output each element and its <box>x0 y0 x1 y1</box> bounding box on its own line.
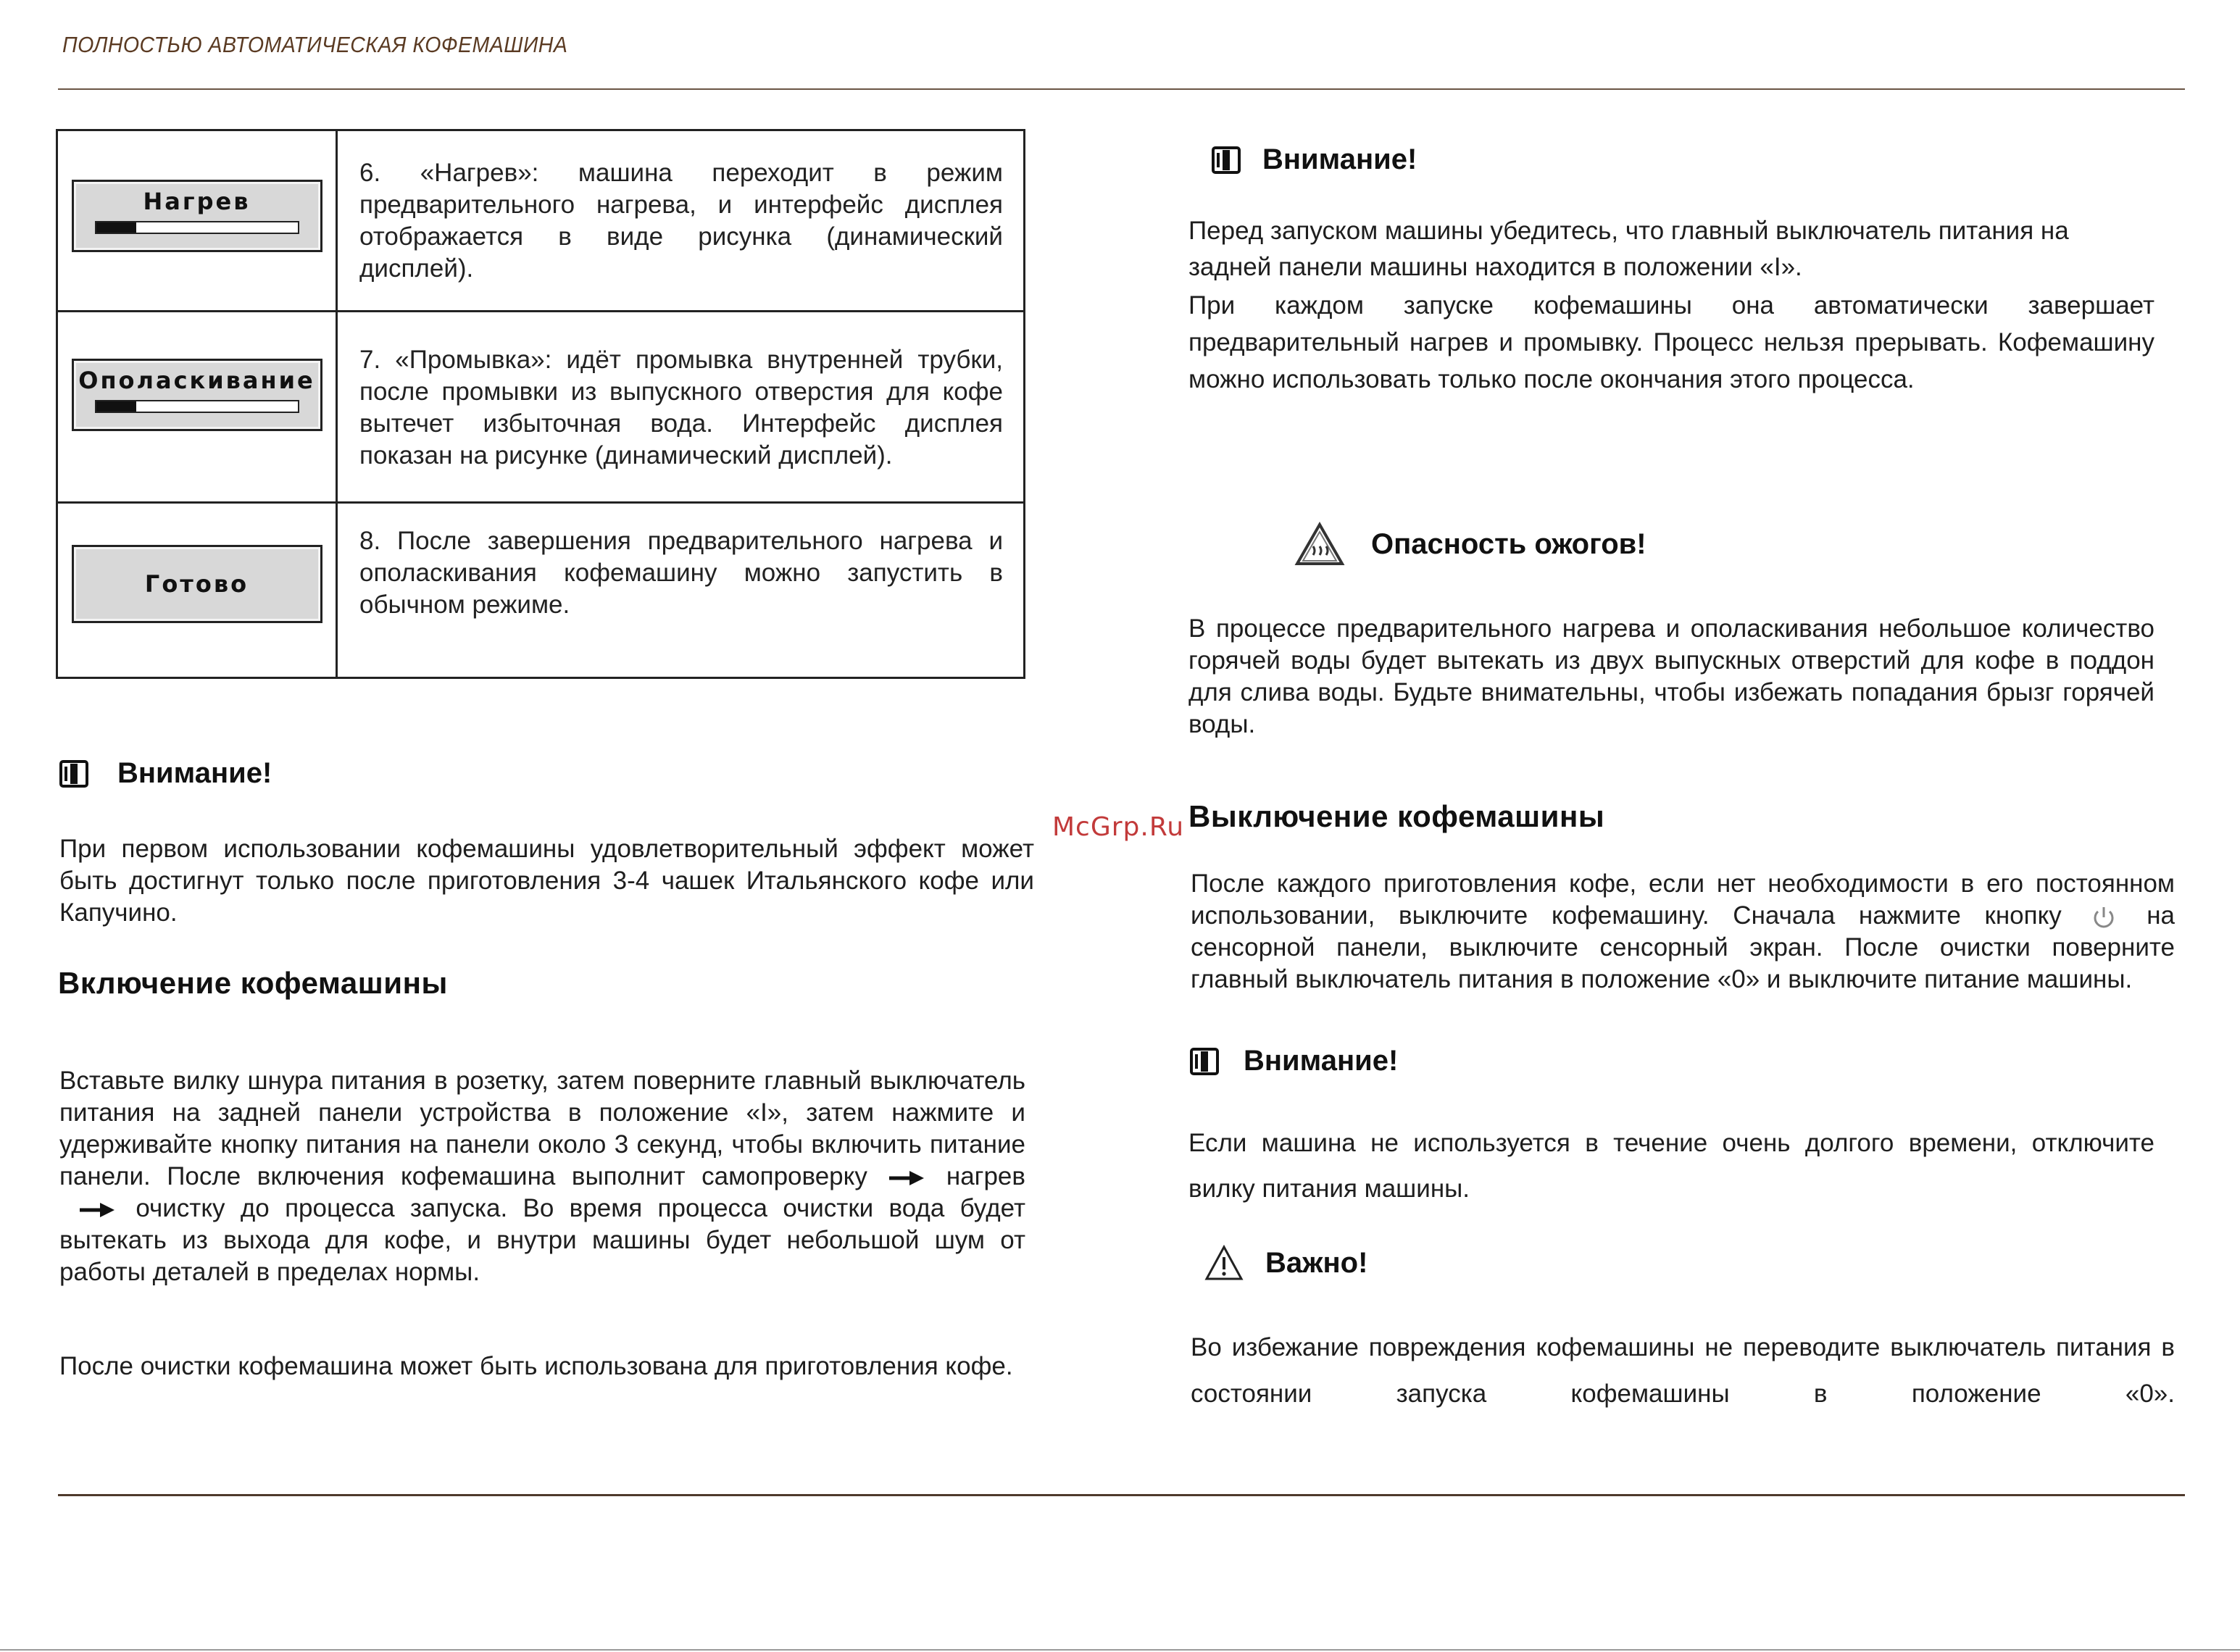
lcd-display-ready <box>72 545 322 623</box>
lcd-label: Готово <box>144 570 249 598</box>
long-idle-note: Если машина не используется в течение очень долгого времени, отключите вилку питания машины. <box>1188 1129 2154 1203</box>
power-off-text <box>1191 868 2175 996</box>
power-off-heading: Выключение кофемашины <box>1188 799 1605 833</box>
footer-divider <box>58 1494 2185 1496</box>
attention-heading <box>59 757 272 790</box>
burn-hazard-text: В процессе предварительного нагрева и ополаскивания небольшое количество горячей воды будет вытекать из двух выпускных отверстий для кофе в поддон для слива воды. Будьте внимательны, чтобы избежать попадания брызг горячей воды. <box>1188 614 2154 738</box>
attention-heading <box>1190 1045 1398 1077</box>
description-cell <box>337 503 1025 678</box>
first-use-note: При первом использовании кофемашины удовлетворительный эффект может быть достигнут только после приготовления 3-4 чашек Итальянского кофе или Капучино. <box>59 835 1034 927</box>
book-info-icon <box>1190 1048 1219 1075</box>
description-cell <box>337 130 1025 312</box>
display-cell <box>57 312 337 503</box>
attention-title: Внимание! <box>1262 143 1417 175</box>
description-cell <box>337 312 1025 503</box>
power-on-heading: Включение кофемашины <box>58 966 448 1000</box>
page-edge <box>0 1649 2240 1651</box>
power-off-text-part: на сенсорной панели, выключите сенсорный экран. После очистки поверните главный выключатель питания в положение «0» и выключите питание машины. <box>1191 901 2175 993</box>
hot-surface-warning-icon <box>1294 522 1345 567</box>
important-title: Важно! <box>1265 1246 1368 1279</box>
lcd-display-rinsing <box>72 359 322 431</box>
power-on-text-part: нагрев <box>946 1162 1025 1190</box>
power-icon <box>2089 905 2118 930</box>
arrow-right-icon <box>78 1201 116 1219</box>
power-on-text-part: очистку до процесса запуска. Во время процесса очистки вода будет вытекать из выхода для кофе, и внутри машины будет небольшой шум от работы деталей в пределах нормы. <box>59 1194 1025 1286</box>
step-text: 8. После завершения предварительного нагрева и ополаскивания кофемашину можно запустить в обычном режиме. <box>359 527 1003 619</box>
important-text: Во избежание повреждения кофемашины не переводите выключатель питания в состоянии запуска кофемашины в положение «0». <box>1191 1333 2175 1408</box>
attention-title: Внимание! <box>117 757 272 789</box>
attention-heading <box>1212 143 1417 176</box>
table-row <box>57 312 1025 503</box>
burn-hazard-title: Опасность ожогов! <box>1371 527 1646 560</box>
table-row <box>57 130 1025 312</box>
progress-fill <box>96 222 137 233</box>
power-off-text-part: После каждого приготовления кофе, если нет необходимости в его постоянном использовании, выключите кофемашину. Сначала нажмите кнопку <box>1191 869 2175 930</box>
auto-preheat-note: При каждом запуске кофемашины она автоматически завершает предварительный нагрев и промывку. Процесс нельзя прерывать. Кофемашину можно использовать только после окончания этого процесса. <box>1188 291 2154 393</box>
progress-fill <box>96 401 137 412</box>
lcd-label: Нагрев <box>143 188 251 215</box>
important-heading <box>1204 1245 1367 1281</box>
startup-steps-table <box>56 129 1025 679</box>
table-row <box>57 503 1025 678</box>
power-on-text <box>59 1065 1025 1288</box>
pre-start-note: Перед запуском машины убедитесь, что главный выключатель питания на задней панели машины находится в положении «I». <box>1188 217 2069 281</box>
page-header-title: ПОЛНОСТЬЮ АВТОМАТИЧЕСКАЯ КОФЕМАШИНА <box>62 32 568 57</box>
progress-bar <box>95 400 299 413</box>
step-text: 6. «Нагрев»: машина переходит в режим предварительного нагрева, и интерфейс дисплея отображается в виде рисунка (динамический дисплей). <box>359 159 1003 283</box>
step-text: 7. «Промывка»: идёт промывка внутренней трубки, после промывки из выпускного отверстия для кофе вытечет избыточная вода. Интерфейс дисплея показан на рисунке (динамический дисплей). <box>359 346 1003 470</box>
progress-bar <box>95 221 299 234</box>
header-divider <box>58 88 2185 90</box>
arrow-right-icon <box>888 1169 925 1188</box>
display-cell <box>57 130 337 312</box>
book-info-icon <box>1212 146 1241 174</box>
after-cleaning-text: После очистки кофемашина может быть использована для приготовления кофе. <box>59 1352 1013 1380</box>
attention-title: Внимание! <box>1244 1045 1399 1077</box>
warning-triangle-icon <box>1204 1245 1244 1281</box>
watermark: McGrp.Ru <box>1052 812 1185 842</box>
display-cell <box>57 503 337 678</box>
lcd-display-heating <box>72 180 322 252</box>
book-info-icon <box>59 760 88 788</box>
burn-hazard-heading <box>1294 522 1646 567</box>
power-on-text-part: Вставьте вилку шнура питания в розетку, затем поверните главный выключатель питания на задней панели устройства в положение «I», затем нажмите и удерживайте кнопку питания на панели около 3 секунд, чтобы включить питание панели. После включения кофемашина выполнит самопроверку <box>59 1067 1025 1190</box>
lcd-label: Ополаскивание <box>78 367 315 394</box>
